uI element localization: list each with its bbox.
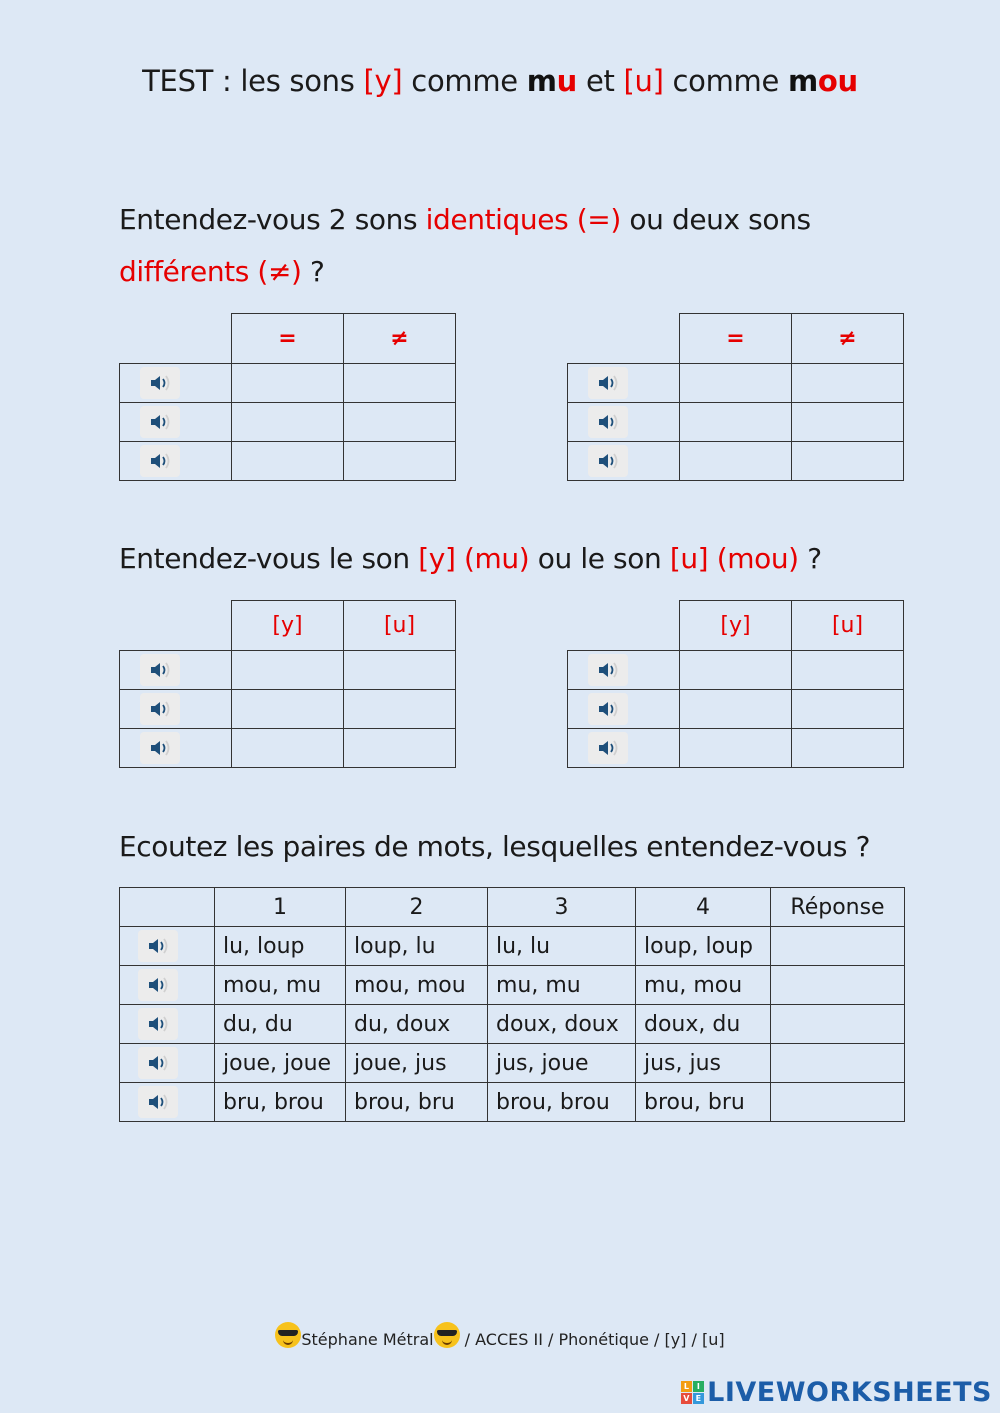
word-pair: lu, lu (488, 927, 636, 966)
audio-cell[interactable] (120, 1044, 215, 1083)
speaker-icon[interactable] (140, 406, 180, 438)
table-row (120, 1083, 905, 1122)
table-row (120, 927, 905, 966)
speaker-icon[interactable] (140, 367, 180, 399)
answer-cell[interactable] (680, 651, 792, 690)
audio-cell[interactable] (568, 403, 680, 442)
answer-cell[interactable] (232, 403, 344, 442)
word-pair: mou, mou (346, 966, 488, 1005)
audio-cell[interactable] (568, 442, 680, 481)
answer-cell[interactable] (680, 403, 792, 442)
audio-cell[interactable] (568, 651, 680, 690)
audio-cell[interactable] (120, 966, 215, 1005)
audio-cell[interactable] (568, 729, 680, 768)
speaker-icon[interactable] (588, 367, 628, 399)
answer-cell[interactable] (232, 651, 344, 690)
answer-cell[interactable] (771, 1044, 905, 1083)
footer-course: / ACCES II / Phonétique / [y] / [u] (459, 1330, 725, 1349)
word-pair: doux, du (636, 1005, 771, 1044)
answer-cell[interactable] (792, 442, 904, 481)
audio-cell[interactable] (120, 690, 232, 729)
answer-cell[interactable] (680, 442, 792, 481)
audio-cell[interactable] (568, 364, 680, 403)
column-header-y: [y] (232, 601, 344, 651)
answer-cell[interactable] (232, 442, 344, 481)
word-pair: mu, mu (488, 966, 636, 1005)
answer-cell[interactable] (792, 729, 904, 768)
speaker-icon[interactable] (588, 654, 628, 686)
column-header-different: ≠ (344, 314, 456, 364)
word-pair: brou, bru (346, 1083, 488, 1122)
audio-cell[interactable] (120, 651, 232, 690)
speaker-icon[interactable] (140, 693, 180, 725)
footer (0, 1322, 1000, 1349)
word-pair: lu, loup (215, 927, 346, 966)
y-u-table-right (567, 600, 904, 768)
column-header-y: [y] (680, 601, 792, 651)
liveworksheets-logo (681, 1377, 992, 1408)
table-row (120, 966, 905, 1005)
answer-cell[interactable] (792, 651, 904, 690)
answer-cell[interactable] (344, 690, 456, 729)
question-3: Ecoutez les paires de mots, lesquelles entendez-vous ? (119, 830, 871, 863)
speaker-icon[interactable] (588, 445, 628, 477)
word-pair: jus, jus (636, 1044, 771, 1083)
sunglasses-emoji-icon (434, 1322, 460, 1348)
word-pair: mu, mou (636, 966, 771, 1005)
column-header-answer: Réponse (771, 888, 905, 927)
audio-cell[interactable] (120, 729, 232, 768)
speaker-icon[interactable] (140, 654, 180, 686)
speaker-icon[interactable] (138, 1086, 178, 1118)
word-pair: brou, brou (488, 1083, 636, 1122)
word-pair: du, du (215, 1005, 346, 1044)
audio-cell[interactable] (120, 1083, 215, 1122)
word-pair: du, doux (346, 1005, 488, 1044)
same-different-table-left (119, 313, 456, 481)
liveworksheets-logo-icon: L I V E (681, 1381, 704, 1404)
audio-cell[interactable] (568, 690, 680, 729)
audio-cell[interactable] (120, 364, 232, 403)
speaker-icon[interactable] (138, 930, 178, 962)
speaker-icon[interactable] (588, 732, 628, 764)
sunglasses-emoji-icon (275, 1322, 301, 1348)
answer-cell[interactable] (680, 729, 792, 768)
page-title: TEST : les sons [y] comme mu et [u] comme mou (142, 64, 858, 98)
answer-cell[interactable] (344, 651, 456, 690)
table-row (120, 1005, 905, 1044)
word-pair: joue, joue (215, 1044, 346, 1083)
answer-cell[interactable] (771, 966, 905, 1005)
y-u-table-left (119, 600, 456, 768)
answer-cell[interactable] (771, 1005, 905, 1044)
column-header-different: ≠ (792, 314, 904, 364)
answer-cell[interactable] (232, 690, 344, 729)
answer-cell[interactable] (680, 364, 792, 403)
speaker-icon[interactable] (138, 969, 178, 1001)
word-pair: mou, mu (215, 966, 346, 1005)
answer-cell[interactable] (344, 442, 456, 481)
column-header-u: [u] (792, 601, 904, 651)
column-header-3: 3 (488, 888, 636, 927)
speaker-icon[interactable] (588, 406, 628, 438)
question-1: Entendez-vous 2 sons identiques (=) ou deux sons différents (≠) ? (119, 203, 811, 288)
brand-name: LIVEWORKSHEETS (707, 1377, 992, 1408)
audio-cell[interactable] (120, 403, 232, 442)
column-header-4: 4 (636, 888, 771, 927)
speaker-icon[interactable] (138, 1047, 178, 1079)
same-different-table-right (567, 313, 904, 481)
audio-cell[interactable] (120, 927, 215, 966)
answer-cell[interactable] (344, 364, 456, 403)
answer-cell[interactable] (344, 729, 456, 768)
word-pair: brou, bru (636, 1083, 771, 1122)
answer-cell[interactable] (232, 364, 344, 403)
speaker-icon[interactable] (138, 1008, 178, 1040)
column-header-1: 1 (215, 888, 346, 927)
audio-cell[interactable] (120, 442, 232, 481)
question-2: Entendez-vous le son [y] (mu) ou le son [u] (mou) ? (119, 542, 822, 575)
answer-cell[interactable] (771, 1083, 905, 1122)
word-pairs-table (119, 887, 905, 1122)
audio-cell[interactable] (120, 1005, 215, 1044)
word-pair: loup, loup (636, 927, 771, 966)
column-header-u: [u] (344, 601, 456, 651)
word-pair: loup, lu (346, 927, 488, 966)
speaker-icon[interactable] (140, 445, 180, 477)
answer-cell[interactable] (344, 403, 456, 442)
author-name: Stéphane Métral (301, 1330, 434, 1349)
column-header-same: = (680, 314, 792, 364)
answer-cell[interactable] (792, 690, 904, 729)
word-pair: jus, joue (488, 1044, 636, 1083)
answer-cell[interactable] (792, 364, 904, 403)
answer-cell[interactable] (232, 729, 344, 768)
answer-cell[interactable] (680, 690, 792, 729)
word-pair: joue, jus (346, 1044, 488, 1083)
answer-cell[interactable] (771, 927, 905, 966)
word-pair: doux, doux (488, 1005, 636, 1044)
speaker-icon[interactable] (588, 693, 628, 725)
table-row (120, 1044, 905, 1083)
column-header-2: 2 (346, 888, 488, 927)
column-header-same: = (232, 314, 344, 364)
word-pair: bru, brou (215, 1083, 346, 1122)
speaker-icon[interactable] (140, 732, 180, 764)
answer-cell[interactable] (792, 403, 904, 442)
